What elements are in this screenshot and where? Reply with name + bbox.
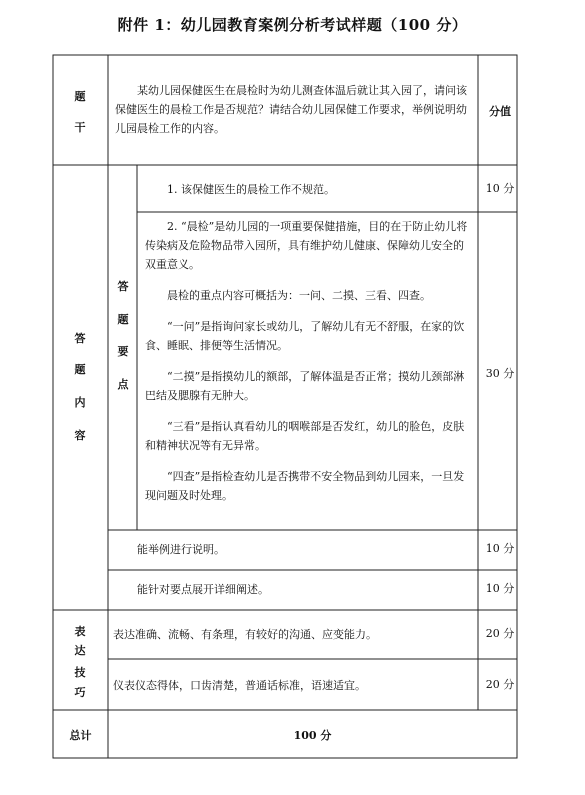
expression-label-3: 技 xyxy=(74,666,86,679)
score-header: 分值 xyxy=(489,105,511,118)
key-label-1: 答 xyxy=(117,280,129,293)
expression-label-2: 达 xyxy=(74,644,86,657)
total-label: 总计 xyxy=(69,729,92,742)
example-score: 10 分 xyxy=(485,542,515,555)
point-2-score: 30 分 xyxy=(485,367,515,380)
stem-question: 某幼儿园保健医生在晨检时为幼儿测查体温后就让其入园了，请问该保健医生的晨检工作是否规范？请结合幼儿园保健工作要求，举例说明幼儿园晨检工作的内容。 xyxy=(115,84,467,135)
key-label-3: 要 xyxy=(117,345,129,358)
point-2-paragraph: “四查”是指检查幼儿是否携带不安全物品到幼儿园来，一旦发现问题及时处理。 xyxy=(145,470,465,502)
example-text: 能举例进行说明。 xyxy=(137,543,225,556)
expression-item-1-text: 表达准确、流畅、有条理，有较好的沟通、应变能力。 xyxy=(113,628,377,641)
elaborate-score: 10 分 xyxy=(485,582,515,595)
point-1-score: 10 分 xyxy=(485,182,515,195)
expression-item-1-score: 20 分 xyxy=(485,627,515,640)
stem-label-2: 干 xyxy=(74,121,86,134)
key-label-2: 题 xyxy=(117,313,129,326)
content-label-3: 内 xyxy=(74,396,86,409)
point-2-paragraph: “一问”是指询问家长或幼儿，了解幼儿有无不舒服，在家的饮食、睡眠、排便等生活情况。 xyxy=(145,320,465,352)
point-2-paragraph: “二摸”是指摸幼儿的额部，了解体温是否正常；摸幼儿颈部淋巴结及腮腺有无肿大。 xyxy=(145,370,465,402)
expression-item-2-score: 20 分 xyxy=(485,678,515,691)
key-label-4: 点 xyxy=(117,378,129,391)
content-label-2: 题 xyxy=(74,363,86,376)
point-2-paragraph: “三看”是指认真看幼儿的咽喉部是否发红，幼儿的脸色，皮肤和精神状况等有无异常。 xyxy=(145,420,465,452)
point-2-paragraph: 2. “晨检”是幼儿园的一项重要保健措施，目的在于防止幼儿将传染病及危险物品带入园所，具有维护幼儿健康、保障幼儿安全的双重意义。 xyxy=(145,220,468,271)
expression-item-2-text: 仪表仪态得体，口齿清楚，普通话标准，语速适宜。 xyxy=(113,679,366,692)
expression-label-4: 巧 xyxy=(74,686,86,699)
point-1-text: 1. 该保健医生的晨检工作不规范。 xyxy=(167,183,335,196)
point-2-block xyxy=(145,217,473,517)
content-label-1: 答 xyxy=(74,332,86,345)
stem-label-1: 题 xyxy=(74,90,86,103)
content-label-4: 容 xyxy=(74,429,86,442)
elaborate-text: 能针对要点展开详细阐述。 xyxy=(137,583,269,596)
document-title: 附件 1：幼儿园教育案例分析考试样题（100 分） xyxy=(117,16,468,34)
total-value: 100 分 xyxy=(293,729,332,742)
expression-label-1: 表 xyxy=(74,625,86,638)
point-2-paragraph: 晨检的重点内容可概括为：一问、二摸、三看、四查。 xyxy=(167,289,431,302)
